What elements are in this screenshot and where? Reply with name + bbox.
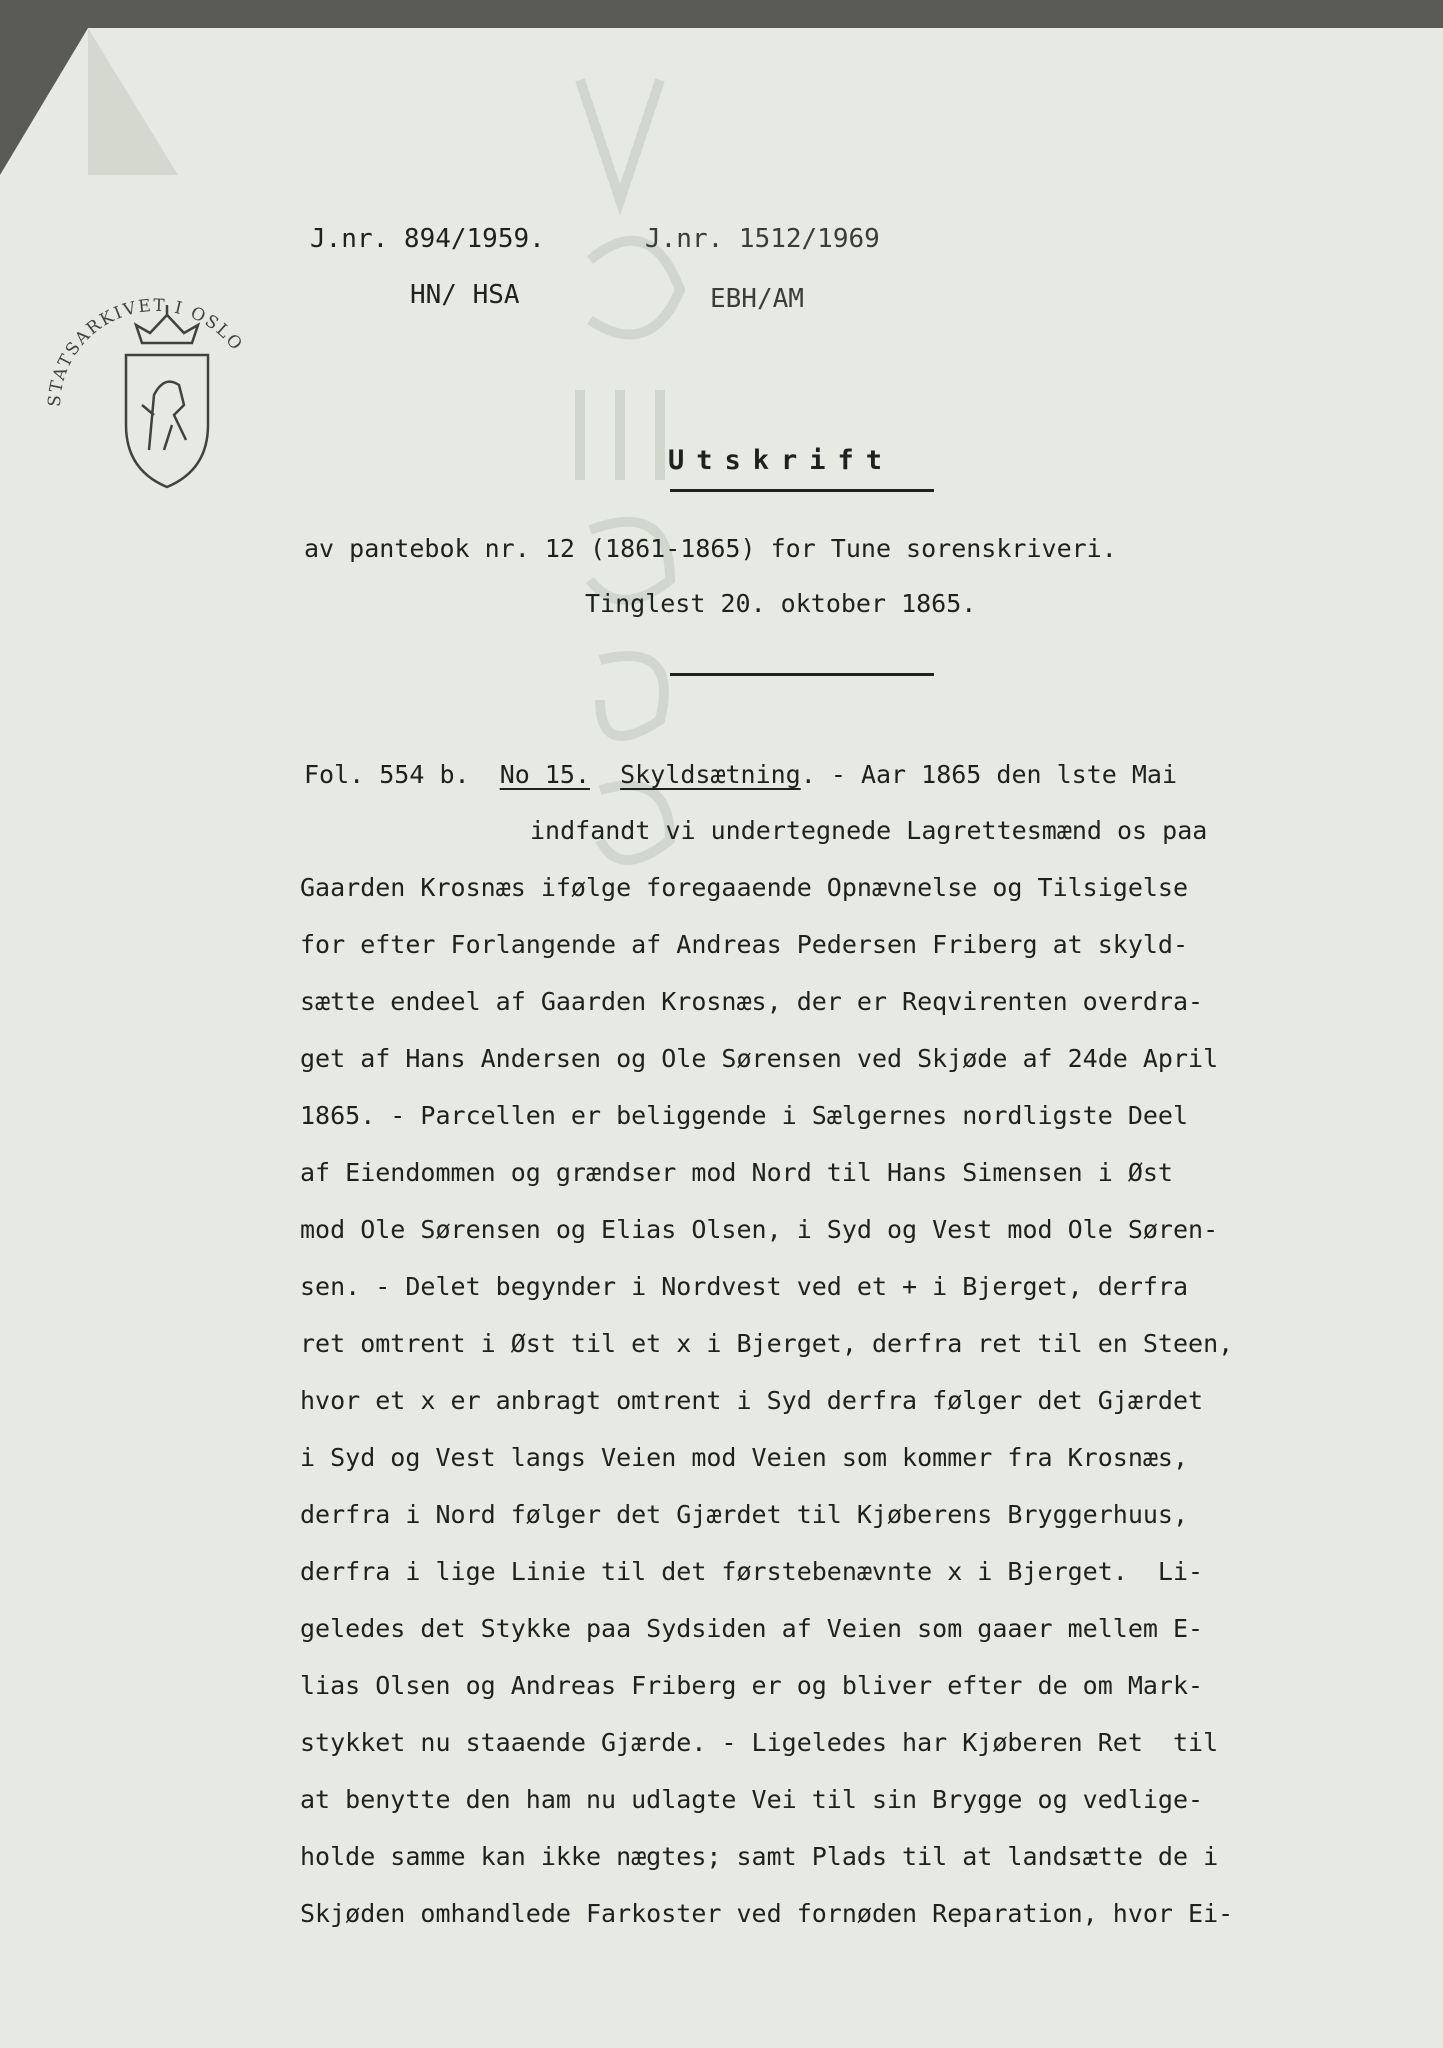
body-line: mod Ole Sørensen og Elias Olsen, i Syd og Vest mod Ole Søren- [300, 1215, 1219, 1244]
body-line: Gaarden Krosnæs ifølge foregaaende Opnævnelse og Tilsigelse [300, 873, 1189, 902]
body-line: stykket nu staaende Gjærde. - Ligeledes har Kjøberen Ret til [300, 1728, 1219, 1757]
section-divider [670, 673, 934, 676]
statsarkivet-seal [14, 265, 304, 525]
body-line: at benytte den ham nu udlagte Vei til sin Brygge og vedlige- [300, 1785, 1204, 1814]
entry-first-line [304, 760, 1177, 790]
body-line: lias Olsen og Andreas Friberg er og bliver efter de om Mark- [300, 1671, 1204, 1700]
initials-right: EBH/AM [710, 284, 804, 314]
body-line: 1865. - Parcellen er beliggende i Sælgernes nordligste Deel [300, 1101, 1189, 1130]
entry-number: No 15. [499, 760, 590, 789]
entry-heading: Skyldsætning [620, 760, 801, 789]
body-line: ret omtrent i Øst til et x i Bjerget, derfra ret til en Steen, [300, 1329, 1234, 1358]
body-line: for efter Forlangende af Andreas Pedersen Friberg at skyld- [300, 930, 1189, 959]
body-line: Skjøden omhandlede Farkoster ved fornøden Reparation, hvor Ei- [300, 1899, 1234, 1928]
initials-left: HN/ HSA [410, 280, 520, 310]
body-line: i Syd og Vest langs Veien mod Veien som kommer fra Krosnæs, [300, 1443, 1189, 1472]
entry-first-line-rest: . - Aar 1865 den lste Mai [800, 760, 1178, 789]
title-underline [670, 489, 934, 492]
coat-of-arms-icon [126, 305, 208, 487]
body-line: derfra i lige Linie til det førstebenævnte x i Bjerget. Li- [300, 1557, 1204, 1586]
body-line: af Eiendommen og grændser mod Nord til Hans Simensen i Øst [300, 1158, 1173, 1187]
subtitle-line-2: Tinglest 20. oktober 1865. [585, 589, 977, 618]
body-line: hvor et x er anbragt omtrent i Syd derfra følger det Gjærdet [300, 1386, 1204, 1415]
body-line: sætte endeel af Gaarden Krosnæs, der er Reqvirenten overdra- [300, 987, 1204, 1016]
seal-text: STATSARKIVET I OSLO [44, 295, 247, 408]
body-line: geledes det Stykke paa Sydsiden af Veien som gaaer mellem E- [300, 1614, 1204, 1643]
svg-text:STATSARKIVET I OSLO [45, 296, 247, 408]
page-title: Utskrift [668, 445, 895, 476]
body-line: derfra i Nord følger det Gjærdet til Kjøberens Bryggerhuus, [300, 1500, 1189, 1529]
body-line: get af Hans Andersen og Ole Sørensen ved Skjøde af 24de April [300, 1044, 1219, 1073]
journal-number-1969: J.nr. 1512/1969 [645, 224, 880, 254]
body-line: indfandt vi undertegnede Lagrettesmænd os paa [530, 816, 1208, 845]
subtitle-line-1: av pantebok nr. 12 (1861-1865) for Tune sorenskriveri. [304, 534, 1117, 563]
body-line: holde samme kan ikke nægtes; samt Plads til at landsætte de i [300, 1842, 1219, 1871]
body-line: sen. - Delet begynder i Nordvest ved et + i Bjerget, derfra [300, 1272, 1189, 1301]
journal-number-1959: J.nr. 894/1959. [310, 224, 545, 254]
folded-corner [88, 28, 178, 175]
folio-reference: Fol. 554 b. [304, 760, 470, 789]
